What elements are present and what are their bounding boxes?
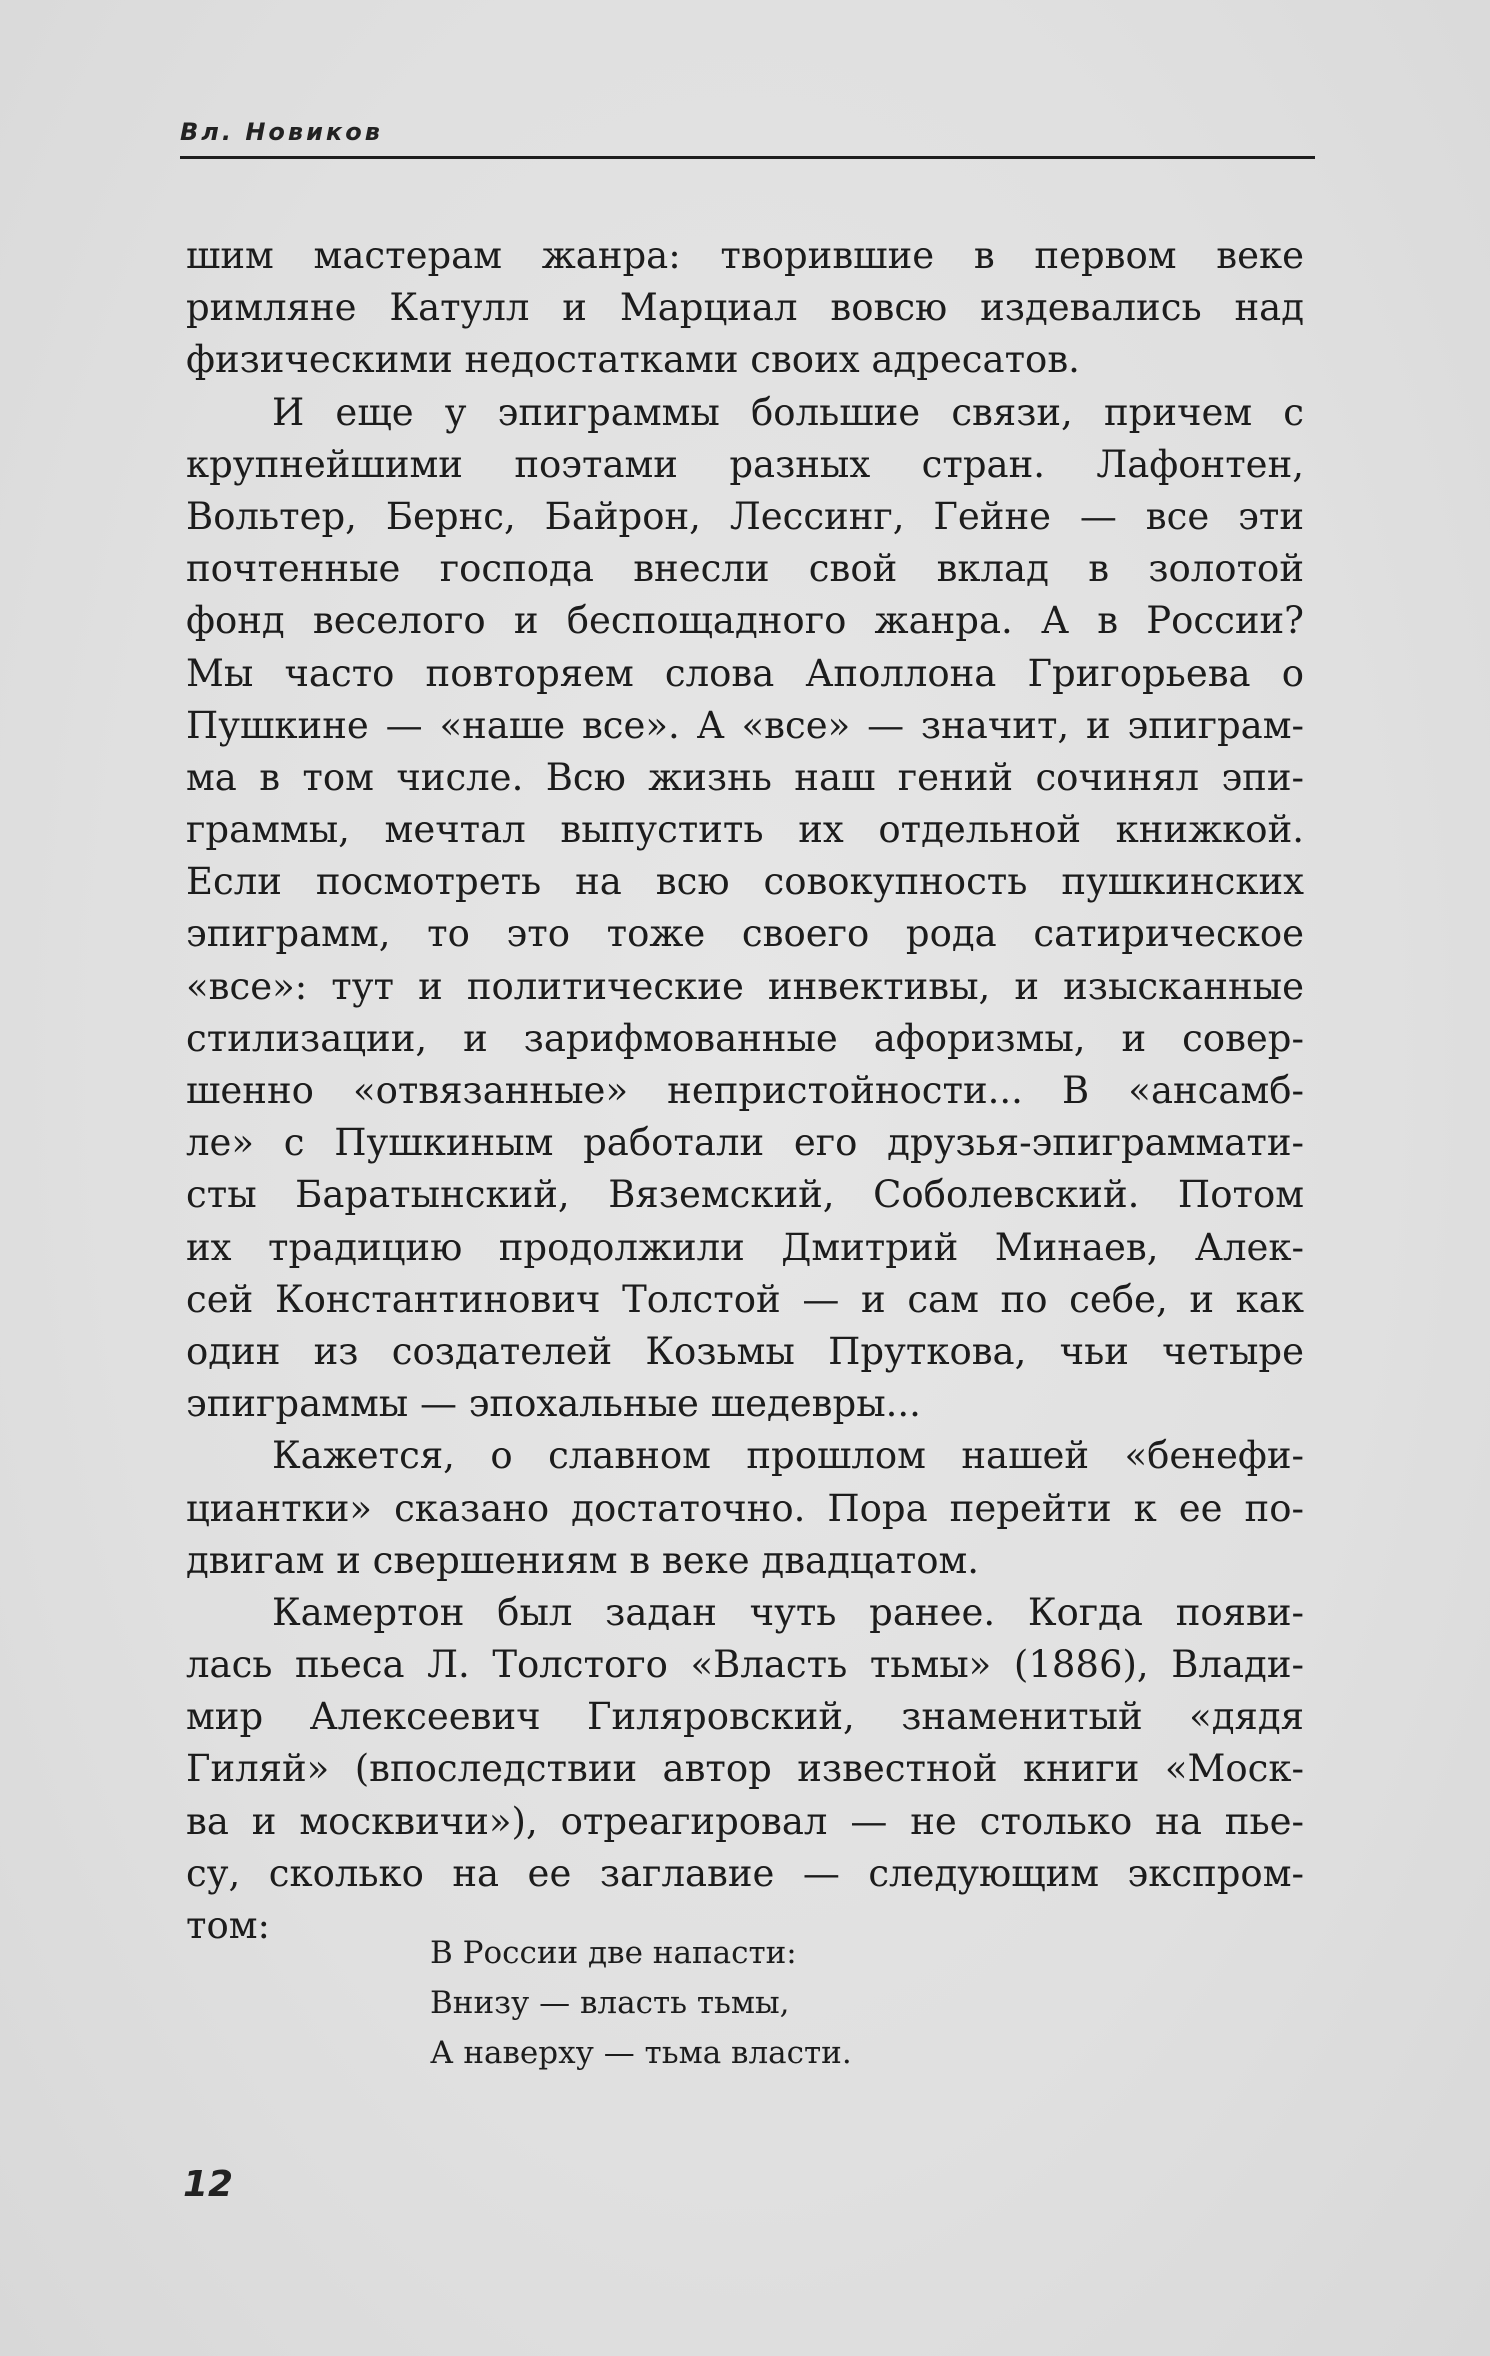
text-line: лась пьеса Л. Толстого «Власть тьмы» (1886), Влади- — [186, 1643, 1304, 1687]
text-line: су, сколько на ее заглавие — следующим экспром- — [186, 1851, 1304, 1895]
text-line: почтенные господа внесли свой вклад в золотой — [186, 547, 1304, 591]
text-line: шим мастерам жанра: творившие в первом веке — [186, 234, 1304, 277]
text-line: фонд веселого и беспощадного жанра. А в России? — [186, 599, 1304, 643]
paragraph-start-line: И еще у эпиграммы большие связи, причем с — [272, 390, 1304, 434]
paragraph-start-line: Камертон был задан чуть ранее. Когда появи- — [272, 1590, 1304, 1634]
text-line: сты Баратынский, Вяземский, Соболевский. Потом — [186, 1173, 1304, 1217]
text-line: «все»: тут и политические инвективы, и изысканные — [186, 964, 1304, 1008]
text-line: граммы, мечтал выпустить их отдельной книжкой. — [186, 808, 1304, 852]
poem-line: Внизу — власть тьмы, — [430, 1985, 790, 2021]
text-line: ма в том числе. Всю жизнь наш гений сочинял эпи- — [186, 755, 1304, 799]
text-line: эпиграмм, то это тоже своего рода сатирическое — [186, 912, 1304, 956]
poem-line: А наверху — тьма власти. — [430, 2035, 852, 2071]
text-line: Пушкине — «наше все». А «все» — значит, и эпиграм- — [186, 703, 1304, 747]
text-line: мир Алексеевич Гиляровский, знаменитый «дядя — [186, 1695, 1304, 1739]
text-line: Мы часто повторяем слова Аполлона Григорьева о — [186, 651, 1304, 695]
page-number: 12 — [183, 2164, 234, 2205]
paragraph-start-line: Кажется, о славном прошлом нашей «бенефи- — [272, 1434, 1304, 1478]
text-line: крупнейшими поэтами разных стран. Лафонтен, — [186, 442, 1304, 486]
text-line: сей Константинович Толстой — и сам по себе, и как — [186, 1277, 1304, 1321]
text-line: стилизации, и зарифмованные афоризмы, и совер- — [186, 1016, 1304, 1060]
text-line: ле» с Пушкиным работали его друзья-эпиграммати- — [186, 1121, 1304, 1165]
text-line: двигам и свершениям в веке двадцатом. — [186, 1538, 980, 1582]
header-rule — [180, 156, 1315, 159]
text-line: ва и москвичи»), отреагировал — не столько на пье- — [186, 1799, 1304, 1843]
running-header-author: Вл. Новиков — [180, 118, 383, 146]
text-line: их традицию продолжили Дмитрий Минаев, Алек- — [186, 1225, 1304, 1269]
text-line: физическими недостатками своих адресатов. — [186, 338, 1080, 382]
text-line: циантки» сказано достаточно. Пора перейти к ее по- — [186, 1486, 1304, 1530]
text-line: Если посмотреть на всю совокупность пушкинских — [186, 860, 1304, 904]
text-line: Вольтер, Бернс, Байрон, Лессинг, Гейне — все эти — [186, 494, 1304, 538]
epigram-poem — [430, 1928, 852, 2078]
body-text — [186, 230, 1304, 1952]
text-line: римляне Катулл и Марциал вовсю издевались над — [186, 286, 1304, 330]
running-header — [180, 118, 1315, 162]
text-line: Гиляй» (впоследствии автор известной книги «Моск- — [186, 1747, 1304, 1791]
text-line: эпиграммы — эпохальные шедевры... — [186, 1382, 921, 1426]
text-line: шенно «отвязанные» непристойности... В «ансамб- — [186, 1069, 1304, 1112]
poem-line: В России две напасти: — [430, 1935, 797, 1971]
text-line: том: — [186, 1904, 270, 1947]
text-line: один из создателей Козьмы Пруткова, чьи четыре — [186, 1329, 1304, 1373]
